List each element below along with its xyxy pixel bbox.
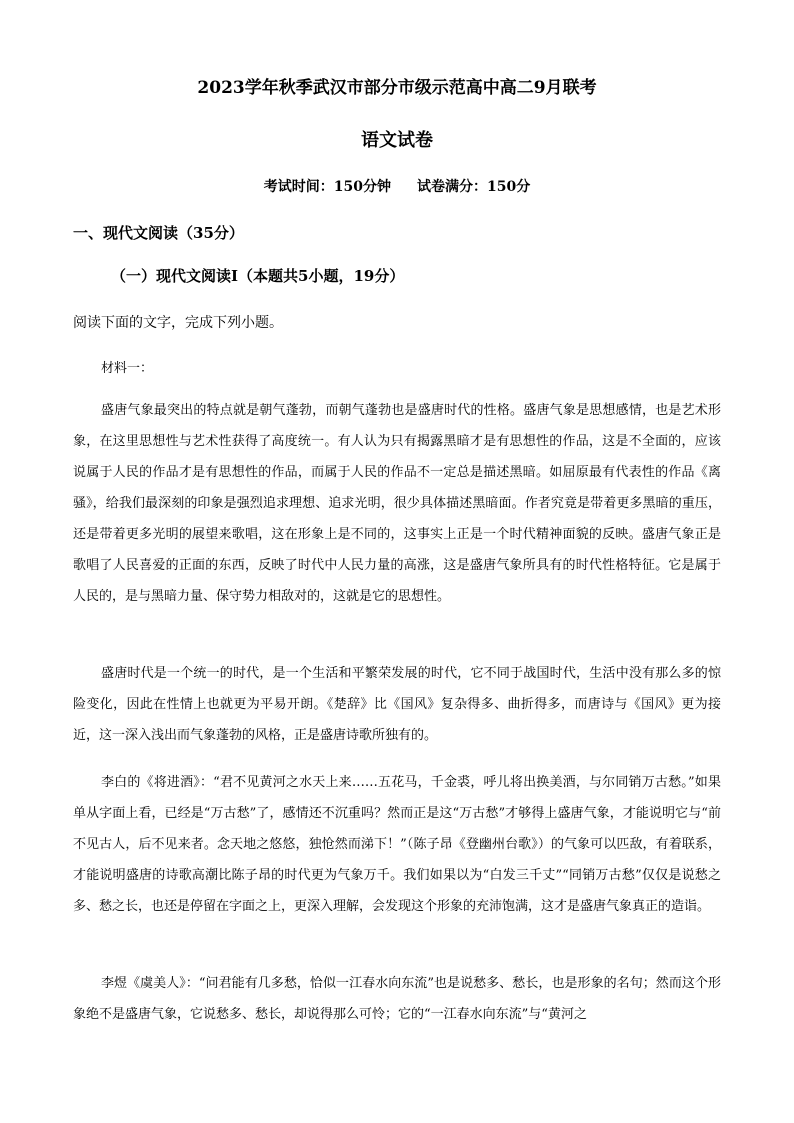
exam-subtitle: 语文试卷 bbox=[361, 130, 433, 151]
paragraph: 李煜《虞美人》：“问君能有几多愁，恰似一江春水向东流”也是说愁多、愁长，也是形象的名句；然而这个形象绝不是盛唐气象，它说愁多、愁长，却说得那么可怜；它的“一江春水向东流”与“黄河之 bbox=[73, 976, 721, 1022]
exam-time: 考试时间：150分钟 bbox=[263, 179, 391, 195]
exam-title: 2023学年秋季武汉市部分市级示范高中高二9月联考 bbox=[197, 78, 597, 98]
paragraph: 盛唐时代是一个统一的时代，是一个生活和平繁荣发展的时代，它不同于战国时代，生活中没有那么多的惊险变化，因此在性情上也就更为平易开朗。《楚辞》比《国风》复杂得多、曲折得多，而唐诗与《国风》更为接近，这一深入浅出而气象蓬勃的风格，正是盛唐诗歌所独有的。 bbox=[73, 666, 721, 743]
material-label: 材料一： bbox=[101, 361, 154, 376]
subsection-heading: （一）现代文阅读Ⅰ（本题共5小题，19分） bbox=[111, 267, 405, 285]
full-score: 试卷满分：150分 bbox=[417, 179, 531, 195]
exam-meta bbox=[0, 176, 794, 196]
instruction-text: 阅读下面的文字，完成下列小题。 bbox=[73, 315, 283, 331]
paragraph: 李白的《将进酒》：“君不见黄河之水天上来……五花马，千金裘，呼儿将出换美酒，与尔同销万古愁。”如果单从字面上看，已经是“万古愁”了，感情还不沉重吗？然而正是这“万古愁”才够得上盛唐气象，才能说明它与“前不见古人，后不见来者。念天地之悠悠，独怆然而涕下！”（陈子昂《登幽州台歌》）的气象可以匹敌，有着联系，才能说明盛唐的诗歌高潮比陈子昂的时代更为气象万千。我们如果以为“白发三千丈”“同销万古愁”仅仅是说愁之多、愁之长，也还是停留在字面之上，更深入理解，会发现这个形象的充沛饱满，这才是盛唐气象真正的造诣。 bbox=[73, 775, 721, 914]
section-heading: 一、现代文阅读（35分） bbox=[73, 224, 244, 242]
paragraph: 盛唐气象最突出的特点就是朝气蓬勃，而朝气蓬勃也是盛唐时代的性格。盛唐气象是思想感情，也是艺术形象，在这里思想性与艺术性获得了高度统一。有人认为只有揭露黑暗才是有思想性的作品，这是不全面的，应该说属于人民的作品才是有思想性的作品，而属于人民的作品不一定总是描述黑暗。如屈原最有代表性的作品《离骚》，给我们最深刻的印象是强烈追求理想、追求光明，很少具体描述黑暗面。作者究竟是带着更多黑暗的重压，还是带着更多光明的展望来歌唱，这在形象上是不同的，这事实上正是一个时代精神面貌的反映。盛唐气象正是歌唱了人民喜爱的正面的东西，反映了时代中人民力量的高涨，这是盛唐气象所具有的时代性格特征。它是属于人民的，是与黑暗力量、保守势力相敌对的，这就是它的思想性。 bbox=[73, 403, 721, 604]
